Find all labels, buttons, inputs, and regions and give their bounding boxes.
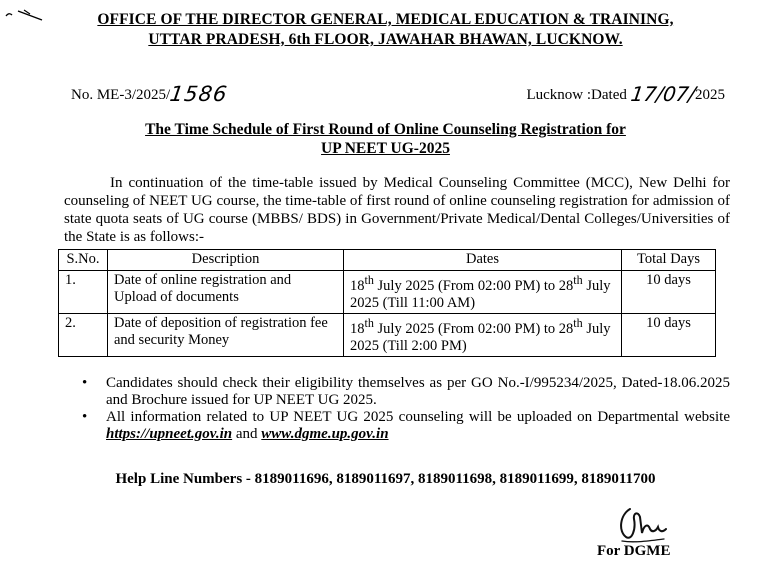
reference-prefix: No. ME-3/2025/ [71, 87, 171, 103]
cell-sno: 2. [59, 313, 108, 356]
office-title-line1: OFFICE OF THE DIRECTOR GENERAL, MEDICAL EDUCATION & TRAINING, [97, 11, 674, 28]
header-dates: Dates [344, 250, 622, 271]
cell-description: Date of online registration and Upload of documents [108, 271, 344, 314]
schedule-table [58, 249, 716, 357]
table-header-row [59, 250, 716, 271]
cell-sno: 1. [59, 271, 108, 314]
cell-description: Date of deposition of registration fee and security Money [108, 313, 344, 356]
date-year: 2025 [695, 87, 725, 103]
header-total-days: Total Days [622, 250, 716, 271]
sign-off: For DGME [597, 543, 671, 559]
upneet-link[interactable]: https://upneet.gov.in [106, 426, 233, 442]
table-row [59, 313, 716, 356]
cell-total-days: 10 days [622, 313, 716, 356]
cell-dates: 18th July 2025 (From 02:00 PM) to 28th July 2025 (Till 11:00 AM) [344, 271, 622, 314]
dgme-link[interactable]: www.dgme.up.gov.in [261, 426, 389, 442]
signature-icon [612, 503, 672, 547]
list-item: • Candidates should check their eligibility themselves as per GO No.-I/995234/2025, Dated-18.06.2025 and Brochure issued for UP NEET UG 2025. [90, 375, 730, 409]
intro-paragraph: In continuation of the time-table issued by Medical Counseling Committee (MCC), New Delhi for counseling of NEET UG course, the time-table of first round of online counseling registration for admission of state quota seats of UG course (MBBS/ BDS) in Government/Private Medical/Dental Colleges/Universities of the State is as follows:- [64, 175, 730, 245]
dated-prefix: Lucknow :Dated [526, 87, 631, 103]
handwritten-date: 17/07/ [628, 82, 697, 106]
reference-number [71, 80, 228, 104]
subject-line1: The Time Schedule of First Round of Online Counseling Registration for [145, 121, 626, 138]
table-row [59, 271, 716, 314]
cell-total-days: 10 days [622, 271, 716, 314]
header-sno: S.No. [59, 250, 108, 271]
notes-list [90, 375, 730, 443]
office-title-line2: UTTAR PRADESH, 6th FLOOR, JAWAHAR BHAWAN, LUCKNOW. [148, 31, 623, 48]
helpline-numbers: Help Line Numbers - 8189011696, 8189011697, 8189011698, 8189011699, 8189011700 [115, 471, 656, 487]
handwritten-reference-number: 1586 [168, 82, 230, 106]
list-item: • All information related to UP NEET UG 2025 counseling will be uploaded on Departmental website https://upneet.gov.in and www.dgme.up.gov.in [90, 409, 730, 443]
issue-date [526, 80, 725, 104]
subject-line2: UP NEET UG-2025 [321, 140, 450, 157]
cell-dates: 18th July 2025 (From 02:00 PM) to 28th July 2025 (Till 2:00 PM) [344, 313, 622, 356]
header-description: Description [108, 250, 344, 271]
